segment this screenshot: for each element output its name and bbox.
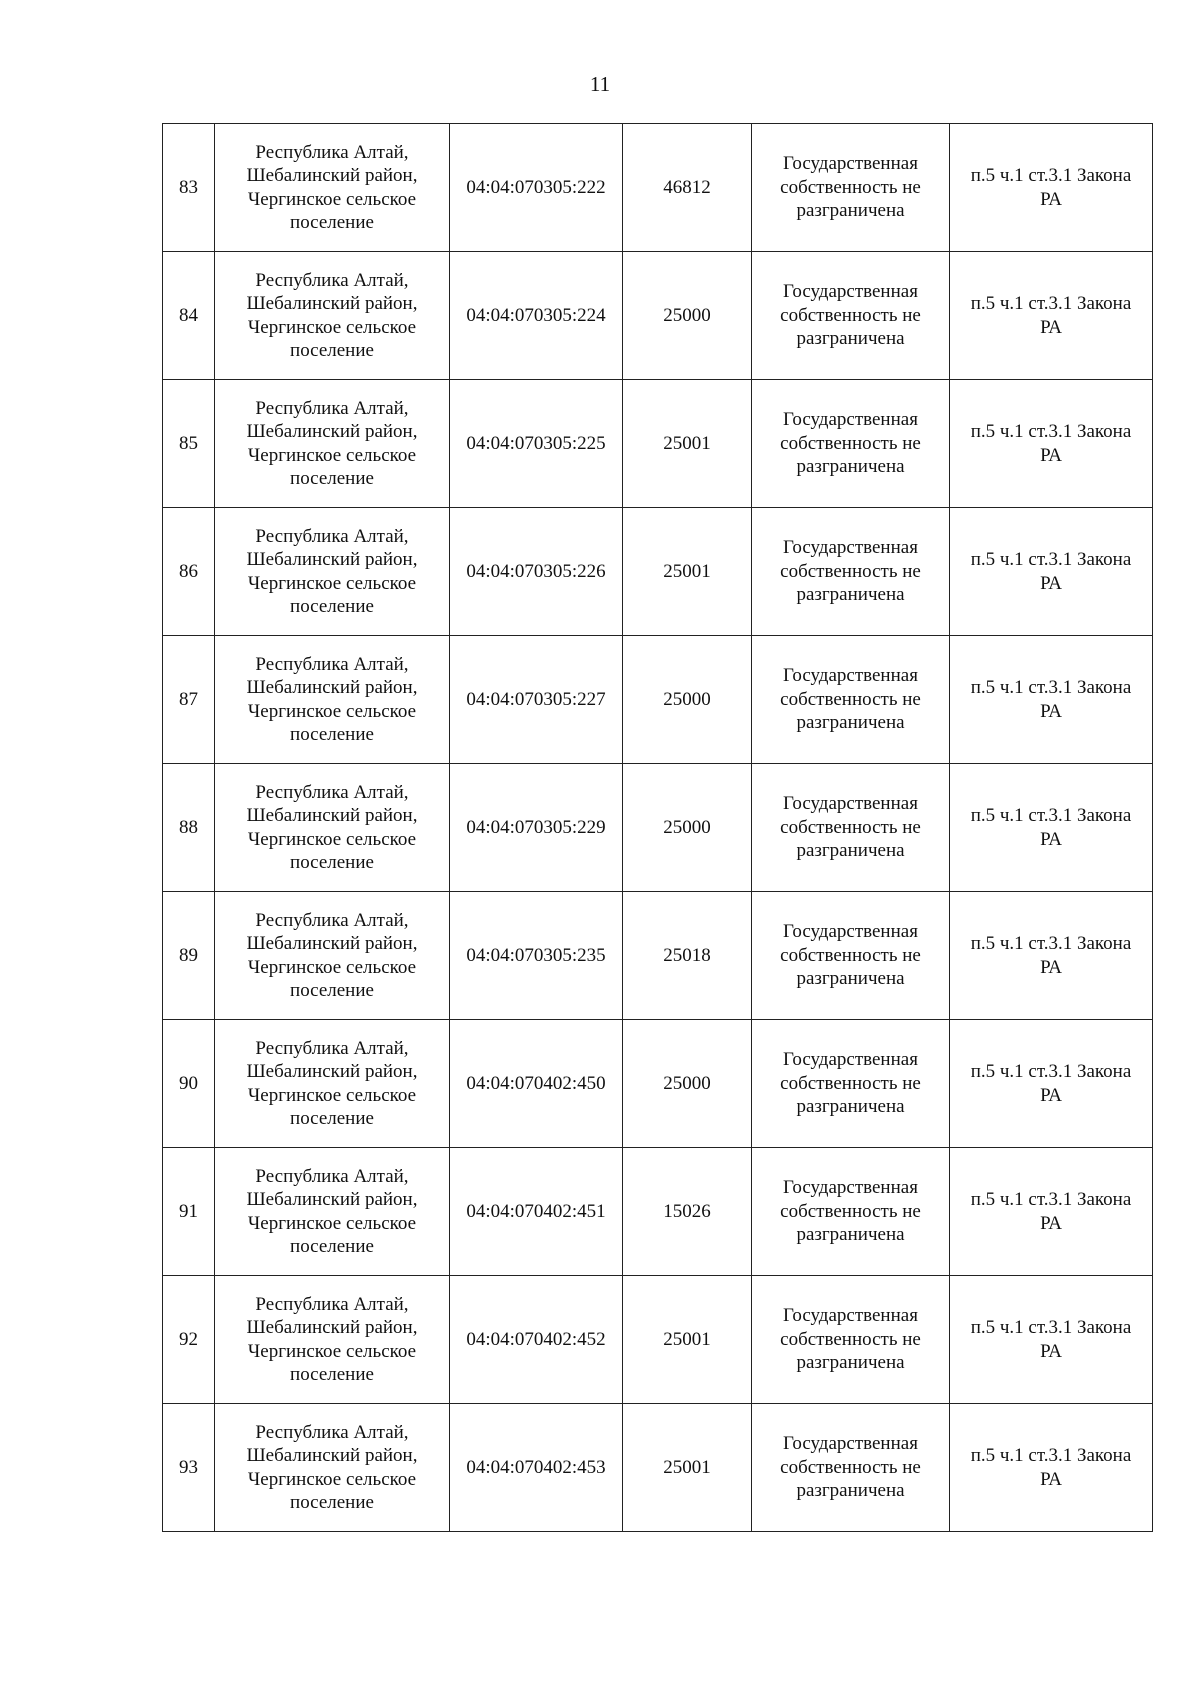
location-line: Республика Алтай, (255, 397, 409, 419)
location-line: Шебалинский район, (246, 421, 418, 442)
location-line: поселение (290, 596, 374, 617)
ownership-line: разграничена (796, 1096, 905, 1118)
ownership-line: разграничена (796, 1352, 905, 1374)
legal-basis-line: РА (1040, 1468, 1062, 1490)
location-line: Республика Алтай, (255, 1037, 409, 1059)
ownership-line: Государственная (783, 1433, 918, 1455)
location-line: Чергинское сельское (247, 1468, 417, 1490)
ownership-line: разграничена (796, 1480, 905, 1502)
ownership-cell (752, 636, 950, 764)
legal-basis-cell (950, 508, 1153, 636)
ownership-line: Государственная (783, 537, 918, 559)
ownership-line: собственность не (780, 1328, 921, 1350)
location-line: Чергинское сельское (247, 828, 417, 850)
location-line: поселение (290, 468, 374, 489)
table-body (163, 124, 1153, 1532)
ownership-line: собственность не (780, 1200, 921, 1222)
ownership-line: Государственная (783, 409, 918, 431)
location-line: Шебалинский район, (246, 805, 418, 826)
cadastral-number-cell: 04:04:070305:235 (450, 892, 623, 1020)
location-line: Чергинское сельское (247, 1084, 417, 1106)
page-number: 11 (589, 72, 611, 96)
location-line: Республика Алтай, (255, 909, 409, 931)
legal-basis-line: п.5 ч.1 ст.3.1 Закона (970, 421, 1132, 442)
cadastral-number-cell: 04:04:070305:229 (450, 764, 623, 892)
row-number-cell: 87 (163, 636, 215, 764)
ownership-line: Государственная (783, 1049, 918, 1071)
location-line: Республика Алтай, (255, 1165, 409, 1187)
ownership-line: собственность не (780, 1072, 921, 1094)
legal-basis-line: РА (1040, 572, 1062, 594)
location-line: поселение (290, 1364, 374, 1385)
legal-basis-line: п.5 ч.1 ст.3.1 Закона (970, 1445, 1132, 1466)
cadastral-number-cell: 04:04:070305:224 (450, 252, 623, 380)
location-line: Чергинское сельское (247, 956, 417, 978)
location-line: поселение (290, 724, 374, 745)
ownership-line: Государственная (783, 665, 918, 687)
area-cell: 25001 (623, 1404, 752, 1532)
ownership-line: разграничена (796, 456, 905, 478)
ownership-line: собственность не (780, 944, 921, 966)
location-cell (215, 764, 450, 892)
area-cell: 25001 (623, 380, 752, 508)
cadastral-number-cell: 04:04:070402:453 (450, 1404, 623, 1532)
location-line: Республика Алтай, (255, 653, 409, 675)
row-number-cell: 90 (163, 1020, 215, 1148)
table-row (163, 380, 1153, 508)
table-row (163, 124, 1153, 252)
location-line: Республика Алтай, (255, 781, 409, 803)
location-cell (215, 1276, 450, 1404)
legal-basis-line: РА (1040, 956, 1062, 978)
legal-basis-line: п.5 ч.1 ст.3.1 Закона (970, 933, 1132, 954)
table-row (163, 764, 1153, 892)
cadastral-number-cell: 04:04:070305:225 (450, 380, 623, 508)
location-cell (215, 380, 450, 508)
location-line: Шебалинский район, (246, 1317, 418, 1338)
row-number-cell: 91 (163, 1148, 215, 1276)
legal-basis-line: п.5 ч.1 ст.3.1 Закона (970, 1189, 1132, 1210)
cadastral-number-cell: 04:04:070402:450 (450, 1020, 623, 1148)
table-row (163, 1404, 1153, 1532)
area-cell: 25000 (623, 252, 752, 380)
location-line: Шебалинский район, (246, 1061, 418, 1082)
ownership-line: собственность не (780, 560, 921, 582)
location-cell (215, 892, 450, 1020)
legal-basis-line: РА (1040, 700, 1062, 722)
location-line: Республика Алтай, (255, 1293, 409, 1315)
area-cell: 25018 (623, 892, 752, 1020)
row-number-cell: 83 (163, 124, 215, 252)
legal-basis-line: РА (1040, 188, 1062, 210)
location-line: Шебалинский район, (246, 1189, 418, 1210)
legal-basis-line: п.5 ч.1 ст.3.1 Закона (970, 293, 1132, 314)
ownership-cell (752, 892, 950, 1020)
legal-basis-line: п.5 ч.1 ст.3.1 Закона (970, 805, 1132, 826)
table-row (163, 252, 1153, 380)
location-line: поселение (290, 980, 374, 1001)
location-line: Чергинское сельское (247, 316, 417, 338)
legal-basis-cell (950, 892, 1153, 1020)
location-line: Чергинское сельское (247, 1340, 417, 1362)
location-cell (215, 636, 450, 764)
cadastral-number-cell: 04:04:070402:451 (450, 1148, 623, 1276)
legal-basis-cell (950, 1148, 1153, 1276)
area-cell: 25000 (623, 1020, 752, 1148)
location-line: Чергинское сельское (247, 572, 417, 594)
ownership-line: разграничена (796, 584, 905, 606)
legal-basis-line: п.5 ч.1 ст.3.1 Закона (970, 677, 1132, 698)
ownership-cell (752, 1276, 950, 1404)
location-line: Шебалинский район, (246, 933, 418, 954)
location-cell (215, 1404, 450, 1532)
location-line: Чергинское сельское (247, 444, 417, 466)
legal-basis-line: РА (1040, 1212, 1062, 1234)
row-number-cell: 85 (163, 380, 215, 508)
row-number-cell: 86 (163, 508, 215, 636)
legal-basis-cell (950, 1404, 1153, 1532)
legal-basis-line: РА (1040, 316, 1062, 338)
ownership-cell (752, 1148, 950, 1276)
area-cell: 25001 (623, 1276, 752, 1404)
ownership-cell (752, 1404, 950, 1532)
location-line: Республика Алтай, (255, 141, 409, 163)
location-line: Шебалинский район, (246, 1445, 418, 1466)
ownership-line: собственность не (780, 688, 921, 710)
cadastral-number-cell: 04:04:070305:227 (450, 636, 623, 764)
legal-basis-line: РА (1040, 444, 1062, 466)
ownership-line: Государственная (783, 281, 918, 303)
location-line: Шебалинский район, (246, 165, 418, 186)
table-row (163, 1276, 1153, 1404)
ownership-line: собственность не (780, 304, 921, 326)
location-line: поселение (290, 852, 374, 873)
location-cell (215, 508, 450, 636)
ownership-line: разграничена (796, 1224, 905, 1246)
legal-basis-cell (950, 1020, 1153, 1148)
ownership-line: собственность не (780, 432, 921, 454)
legal-basis-cell (950, 252, 1153, 380)
ownership-line: разграничена (796, 968, 905, 990)
ownership-line: Государственная (783, 793, 918, 815)
row-number-cell: 89 (163, 892, 215, 1020)
area-cell: 15026 (623, 1148, 752, 1276)
legal-basis-line: РА (1040, 1340, 1062, 1362)
area-cell: 25001 (623, 508, 752, 636)
legal-basis-cell (950, 764, 1153, 892)
ownership-line: собственность не (780, 176, 921, 198)
ownership-cell (752, 508, 950, 636)
legal-basis-line: п.5 ч.1 ст.3.1 Закона (970, 549, 1132, 570)
ownership-line: Государственная (783, 921, 918, 943)
area-cell: 46812 (623, 124, 752, 252)
table-row (163, 1020, 1153, 1148)
ownership-line: собственность не (780, 816, 921, 838)
row-number-cell: 93 (163, 1404, 215, 1532)
row-number-cell: 92 (163, 1276, 215, 1404)
ownership-line: Государственная (783, 1177, 918, 1199)
ownership-line: Государственная (783, 1305, 918, 1327)
land-plots-table (162, 123, 1153, 1532)
location-line: поселение (290, 212, 374, 233)
area-cell: 25000 (623, 636, 752, 764)
row-number-cell: 88 (163, 764, 215, 892)
legal-basis-line: п.5 ч.1 ст.3.1 Закона (970, 1061, 1132, 1082)
location-line: Шебалинский район, (246, 293, 418, 314)
legal-basis-line: п.5 ч.1 ст.3.1 Закона (970, 165, 1132, 186)
location-line: Чергинское сельское (247, 700, 417, 722)
location-line: Республика Алтай, (255, 269, 409, 291)
location-line: Шебалинский район, (246, 549, 418, 570)
location-line: Чергинское сельское (247, 1212, 417, 1234)
legal-basis-line: п.5 ч.1 ст.3.1 Закона (970, 1317, 1132, 1338)
legal-basis-cell (950, 380, 1153, 508)
location-line: поселение (290, 1236, 374, 1257)
cadastral-number-cell: 04:04:070305:222 (450, 124, 623, 252)
ownership-cell (752, 124, 950, 252)
location-line: Шебалинский район, (246, 677, 418, 698)
ownership-line: собственность не (780, 1456, 921, 1478)
table-row (163, 636, 1153, 764)
location-line: поселение (290, 340, 374, 361)
area-cell: 25000 (623, 764, 752, 892)
location-line: Республика Алтай, (255, 1421, 409, 1443)
location-line: поселение (290, 1492, 374, 1513)
location-line: Республика Алтай, (255, 525, 409, 547)
table-row (163, 508, 1153, 636)
row-number-cell: 84 (163, 252, 215, 380)
ownership-line: разграничена (796, 840, 905, 862)
location-cell (215, 124, 450, 252)
ownership-cell (752, 380, 950, 508)
legal-basis-line: РА (1040, 1084, 1062, 1106)
legal-basis-cell (950, 636, 1153, 764)
location-cell (215, 252, 450, 380)
location-line: Чергинское сельское (247, 188, 417, 210)
ownership-line: разграничена (796, 328, 905, 350)
location-cell (215, 1148, 450, 1276)
ownership-cell (752, 1020, 950, 1148)
legal-basis-cell (950, 1276, 1153, 1404)
cadastral-number-cell: 04:04:070305:226 (450, 508, 623, 636)
ownership-line: разграничена (796, 200, 905, 222)
table-row (163, 1148, 1153, 1276)
ownership-cell (752, 252, 950, 380)
location-line: поселение (290, 1108, 374, 1129)
ownership-line: Государственная (783, 153, 918, 175)
table-row (163, 892, 1153, 1020)
cadastral-number-cell: 04:04:070402:452 (450, 1276, 623, 1404)
location-cell (215, 1020, 450, 1148)
ownership-line: разграничена (796, 712, 905, 734)
legal-basis-line: РА (1040, 828, 1062, 850)
ownership-cell (752, 764, 950, 892)
legal-basis-cell (950, 124, 1153, 252)
